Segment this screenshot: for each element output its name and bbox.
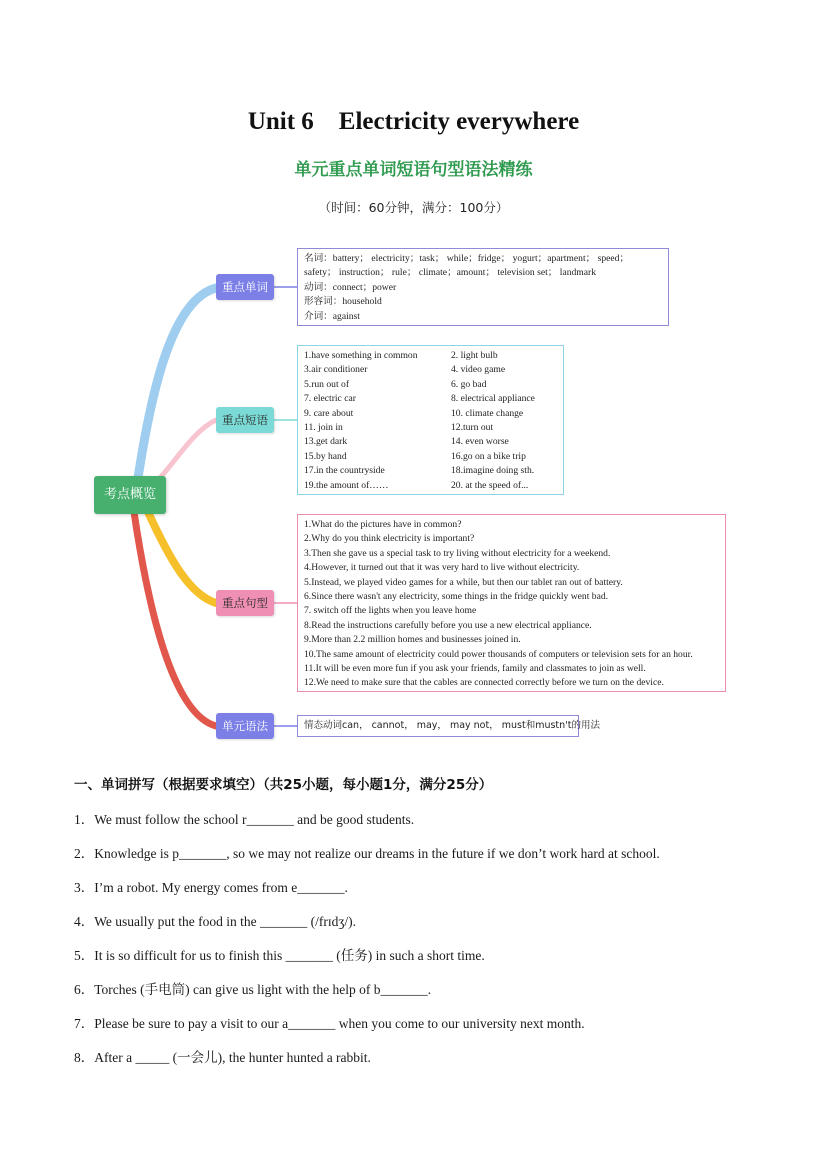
section-heading: 一、单词拼写（根据要求填空）（共25小题，每小题1分，满分25分） bbox=[74, 777, 493, 793]
phrase-item: 19.the amount of…… bbox=[304, 479, 389, 491]
words-line: 动词：connect；power bbox=[304, 281, 397, 293]
sentence-line: 11.It will be even more fun if you ask your friends, family and classmates to join as well. bbox=[304, 663, 646, 675]
question-item: 7．Please be sure to pay a visit to our a_______ when you come to our university next month. bbox=[74, 1016, 585, 1031]
phrase-item: 7. electric car bbox=[304, 393, 356, 405]
question-item: 3．I’m a robot. My energy comes from e_______. bbox=[74, 880, 348, 895]
phrase-item: 8. electrical appliance bbox=[451, 393, 535, 405]
branch-phrases-label: 重点短语 bbox=[216, 407, 274, 433]
phrase-item: 9. care about bbox=[304, 407, 354, 419]
question-item: 1．We must follow the school r_______ and be good students. bbox=[74, 812, 415, 827]
mindmap-root: 考点概览 bbox=[94, 476, 166, 514]
phrase-row bbox=[304, 378, 557, 392]
phrase-item: 2. light bulb bbox=[451, 350, 498, 361]
sentence-line: 2.Why do you think electricity is important? bbox=[304, 533, 475, 545]
phrases-box bbox=[297, 345, 564, 495]
words-line: 名词：battery； electricity；task； while；fridge； yogurt；apartment； speed； bbox=[304, 253, 630, 264]
sentence-line: 5.Instead, we played video games for a while, but then our tablet ran out of battery. bbox=[304, 576, 623, 588]
grammar-box bbox=[297, 715, 600, 737]
sentence-line: 6.Since there wasn't any electricity, some things in the fridge quickly went bad. bbox=[304, 591, 609, 603]
phrase-row bbox=[304, 464, 557, 478]
phrase-item: 20. at the speed of... bbox=[451, 479, 529, 491]
sentence-line: 7. switch off the lights when you leave home bbox=[304, 605, 477, 617]
phrase-item: 6. go bad bbox=[451, 378, 487, 390]
phrase-item: 16.go on a bike trip bbox=[451, 450, 526, 462]
connector-sentences bbox=[148, 512, 216, 603]
connector-words bbox=[138, 288, 216, 478]
sentence-line: 12.We need to make sure that the cables are connected correctly before we turn on the device. bbox=[304, 677, 664, 689]
phrase-row bbox=[304, 363, 557, 377]
phrase-row bbox=[304, 479, 557, 493]
phrase-item: 13.get dark bbox=[304, 436, 348, 448]
question-item: 6．Torches (手电筒) can give us light with the help of b_______. bbox=[74, 982, 432, 997]
branch-words-label: 重点单词 bbox=[216, 274, 274, 300]
page-subtitle: 单元重点单词短语句型语法精练 bbox=[294, 160, 533, 180]
sentence-line: 1.What do the pictures have in common? bbox=[304, 519, 462, 530]
sentence-line: 8.Read the instructions carefully before you use a new electrical appliance. bbox=[304, 619, 592, 631]
sentence-line: 3.Then she gave us a special task to try living without electricity for a weekend. bbox=[304, 547, 611, 559]
connector-grammar bbox=[134, 512, 216, 726]
branch-sentences-label: 重点句型 bbox=[216, 590, 274, 616]
phrase-item: 4. video game bbox=[451, 364, 506, 376]
sentence-line: 4.However, it turned out that it was very hard to live without electricity. bbox=[304, 562, 580, 574]
phrase-row bbox=[304, 435, 557, 449]
phrase-item: 1.have something in common bbox=[304, 350, 418, 361]
phrase-item: 17.in the countryside bbox=[304, 465, 385, 477]
question-item: 5．It is so difficult for us to finish this _______ (任务) in such a short time. bbox=[74, 948, 485, 963]
phrase-item: 11. join in bbox=[304, 422, 343, 434]
phrase-row bbox=[304, 421, 557, 435]
grammar-text: 情态动词can， cannot， may， may not， must和mustn't的用法 bbox=[304, 720, 600, 731]
phrase-item: 10. climate change bbox=[451, 407, 524, 419]
branch-grammar-label: 单元语法 bbox=[216, 713, 274, 739]
sentences-box bbox=[297, 514, 726, 692]
phrase-row bbox=[304, 407, 557, 421]
words-box bbox=[297, 248, 669, 326]
connector-phrases bbox=[160, 420, 216, 478]
words-line: 介词：against bbox=[304, 310, 360, 322]
sentence-line: 10.The same amount of electricity could power thousands of computers or television sets for an hour. bbox=[304, 648, 693, 660]
phrase-item: 15.by hand bbox=[304, 450, 347, 462]
question-item: 8．After a _____ (一会儿), the hunter hunted a rabbit. bbox=[74, 1050, 371, 1065]
question-item: 4．We usually put the food in the _______ (/frɪdʒ/). bbox=[74, 914, 356, 929]
phrase-row bbox=[304, 392, 557, 406]
phrase-item: 12.turn out bbox=[451, 422, 494, 434]
question-item: 2．Knowledge is p_______, so we may not realize our dreams in the future if we don’t work hard at school. bbox=[74, 846, 660, 861]
words-line: safety； instruction； rule； climate；amount； television set； landmark bbox=[304, 267, 597, 279]
sentence-line: 9.More than 2.2 million homes and businesses joined in. bbox=[304, 634, 521, 646]
phrase-item: 14. even worse bbox=[451, 436, 509, 448]
phrase-row bbox=[304, 450, 557, 464]
phrase-item: 18.imagine doing sth. bbox=[451, 465, 535, 477]
phrase-row bbox=[304, 349, 557, 363]
time-score-info: （时间：60分钟，满分：100分） bbox=[318, 200, 509, 215]
words-line: 形容词：household bbox=[304, 296, 382, 308]
page-title: Unit 6 Electricity everywhere bbox=[247, 108, 580, 135]
phrase-item: 3.air conditioner bbox=[304, 364, 368, 376]
phrase-item: 5.run out of bbox=[304, 378, 350, 390]
